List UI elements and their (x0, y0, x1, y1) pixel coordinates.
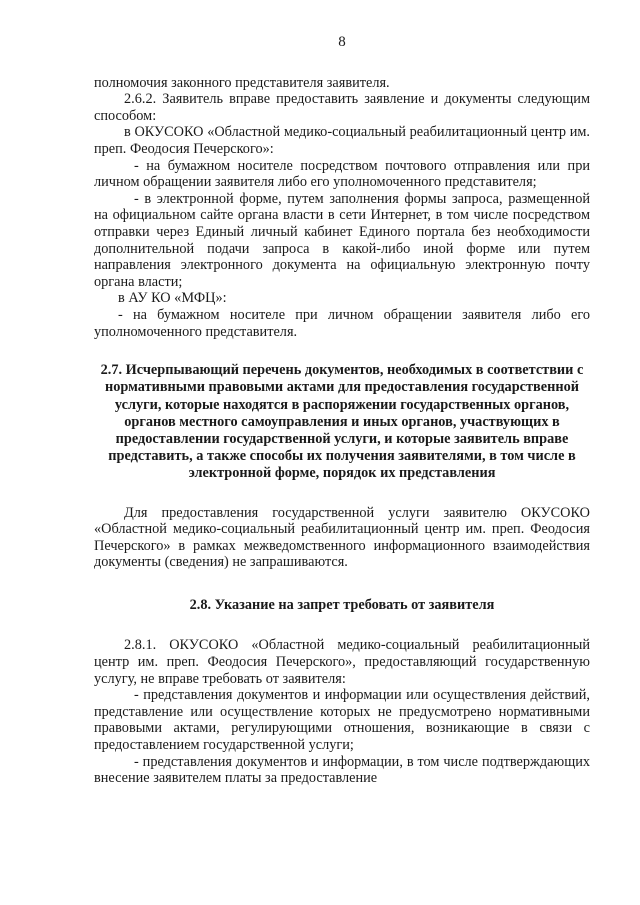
paragraph-mfc-intro: в АУ КО «МФЦ»: (118, 290, 227, 307)
paragraph-2-6-2: 2.6.2. Заявитель вправе предоставить заявление и документы следующим способом: (94, 91, 590, 124)
paragraph-paper-mfc: - на бумажном носителе при личном обращении заявителя либо его уполномоченного представителя. (94, 306, 590, 340)
paragraph-2-8-1: 2.8.1. ОКУСОКО «Областной медико-социальный реабилитационный центр им. преп. Феодосия Печерского», предоставляющий государственную услугу, не вправе требовать от заявителя: (94, 637, 590, 687)
paragraph-prohibition-2: - представления документов и информации, в том числе подтверждающих внесение заявителем платы за предоставление (94, 753, 590, 787)
paragraph-2-7-body: Для предоставления государственной услуги заявителю ОКУСОКО «Областной медико-социальный реабилитационный центр им. преп. Феодосия Печерского» в рамках межведомственного информационного взаимодействия документы (сведения) не запрашиваются. (94, 504, 590, 571)
paragraph-okusoko-intro: в ОКУСОКО «Областной медико-социальный реабилитационный центр им. преп. Феодосия Печерского»: (94, 124, 590, 157)
section-heading-2-8: 2.8. Указание на запрет требовать от заявителя (189, 596, 495, 613)
page-number: 8 (338, 34, 346, 50)
paragraph-continuation: полномочия законного представителя заявителя. (94, 74, 390, 91)
paragraph-prohibition-1: - представления документов и информации или осуществления действий, представление или осуществление которых не предусмотрено нормативными правовыми актами, регулирующими отношения, возникающие в связи с предоставлением государственной услуги; (94, 687, 590, 754)
section-heading-2-7: 2.7. Исчерпывающий перечень документов, необходимых в соответствии с нормативными правовыми актами для предоставления государственной услуги, которые находятся в распоряжении государственных органов, органов местного самоуправления и иных органов, участвующих в предоставлении государственной услуги, и которые заявитель вправе представить, а также способы их получения заявителями, в том числе в электронной форме, порядок их представления (100, 362, 584, 482)
paragraph-electronic-form: - в электронной форме, путем заполнения формы запроса, размещенной на официальном сайте органа власти в сети Интернет, в том числе посредством отправки через Единый личный кабинет Единого портала без необходимости дополнительной подачи запроса в какой-либо иной форме или путем направления электронного документа на официальную электронную почту органа власти; (94, 190, 590, 290)
paragraph-paper-okusoko: - на бумажном носителе посредством почтового отправления или при личном обращении заявителя либо его уполномоченного представителя; (94, 157, 590, 191)
